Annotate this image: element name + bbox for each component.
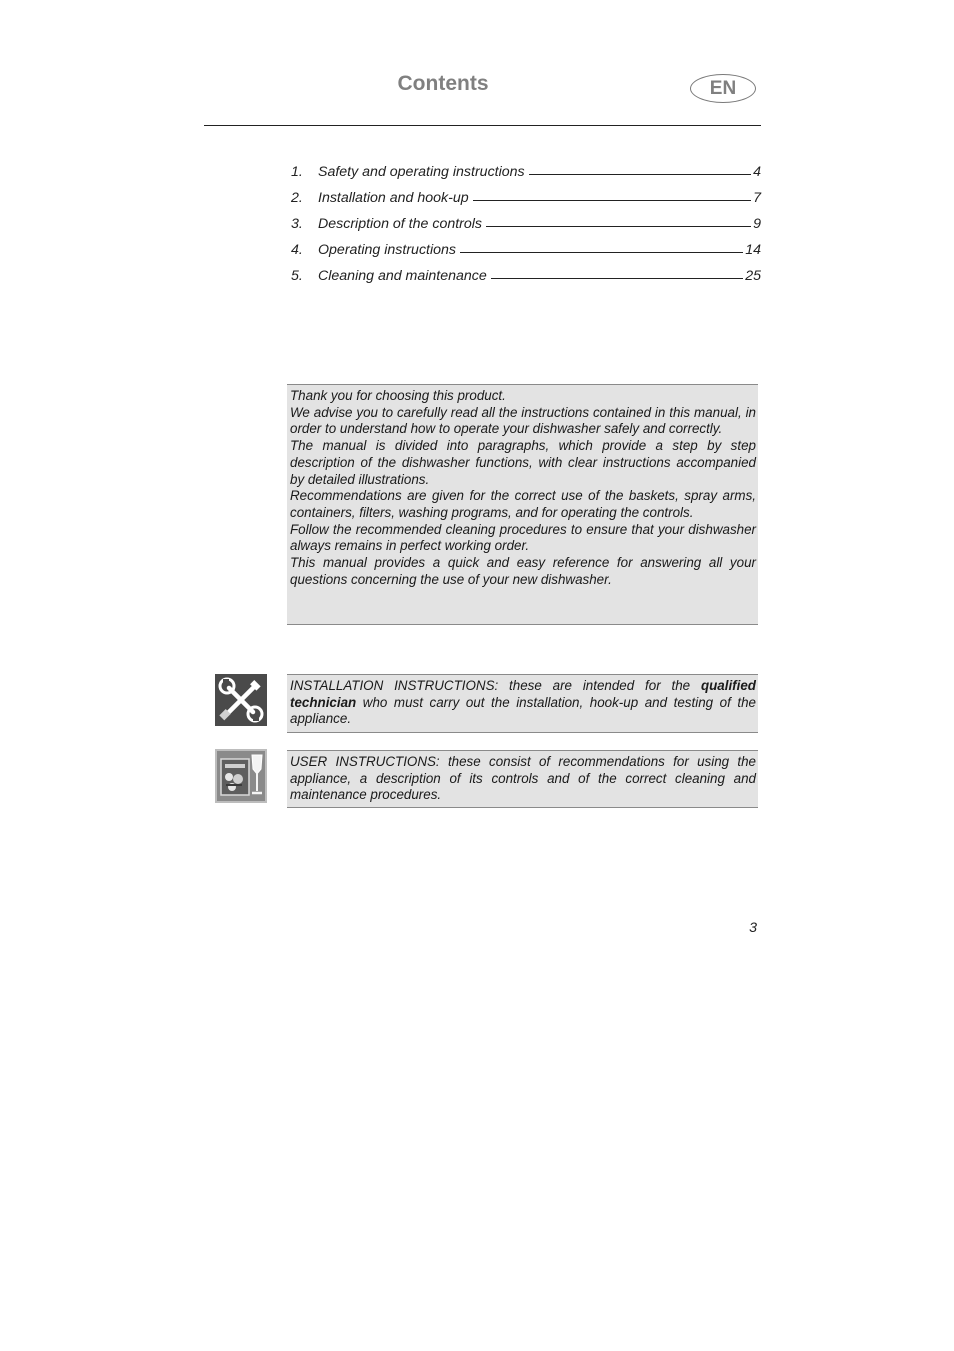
toc-leader-line (486, 226, 751, 227)
toc-entry-number: 5. (291, 268, 303, 284)
intro-paragraph: We advise you to carefully read all the instructions contained in this manual, in order to understand how to operate your dishwasher safely and correctly. (290, 404, 756, 437)
toc-entry-label: Description of the controls (318, 216, 483, 232)
toc-leader-line (460, 252, 743, 253)
toc-entry-number: 2. (291, 190, 303, 206)
installation-note: INSTALLATION INSTRUCTIONS: these are intended for the qualified technician who must carry out the installation, hook-up and testing of the appliance. (287, 674, 758, 733)
page-number: 3 (749, 920, 757, 936)
intro-paragraph: This manual provides a quick and easy reference for answering all your questions concerning the use of your new dishwasher. (290, 555, 756, 587)
toc-entry-label: Cleaning and maintenance (318, 268, 487, 284)
header-divider (204, 125, 761, 126)
toc-entry[interactable] (291, 164, 761, 190)
intro-paragraph: Thank you for choosing this product. (290, 388, 506, 403)
table-of-contents (291, 164, 761, 294)
toc-entry-label: Safety and operating instructions (318, 164, 525, 180)
toc-entry-number: 1. (291, 164, 303, 180)
toc-leader-line (473, 200, 751, 201)
page-title: Contents (397, 72, 489, 95)
toc-entry-number: 3. (291, 216, 303, 232)
toc-entry-label: Installation and hook-up (318, 190, 469, 206)
toc-entry[interactable] (291, 268, 761, 294)
toc-entry-label: Operating instructions (318, 242, 457, 258)
intro-note (287, 384, 758, 625)
user-note: USER INSTRUCTIONS: these consist of recommendations for using the appliance, a description of its controls and of the correct cleaning and maintenance procedures. (287, 750, 758, 808)
toc-leader-line (529, 174, 751, 175)
toc-entry[interactable] (291, 190, 761, 216)
dishwasher-glass-icon (215, 749, 267, 803)
toc-entry-page: 4 (753, 164, 761, 180)
intro-paragraph: The manual is divided into paragraphs, which provide a step by step description of the dishwasher functions, with clear instructions accompanied by detailed illustrations. (290, 438, 756, 487)
toc-entry-number: 4. (291, 242, 303, 258)
toc-entry-page: 7 (753, 190, 761, 206)
intro-paragraph: Follow the recommended cleaning procedures to ensure that your dishwasher always remains in perfect working order. (290, 521, 756, 554)
tools-icon (215, 674, 267, 726)
toc-entry-page: 9 (753, 216, 761, 232)
toc-entry[interactable] (291, 242, 761, 268)
toc-entry-page: 14 (745, 242, 761, 258)
toc-entry-page: 25 (745, 268, 761, 284)
installation-note-emphasis: qualified technician (290, 678, 756, 710)
language-badge: EN (690, 74, 756, 103)
toc-leader-line (491, 278, 743, 279)
intro-paragraph: Recommendations are given for the correct use of the baskets, spray arms, containers, filters, washing programs, and for operating the controls. (290, 488, 756, 520)
toc-entry[interactable] (291, 216, 761, 242)
